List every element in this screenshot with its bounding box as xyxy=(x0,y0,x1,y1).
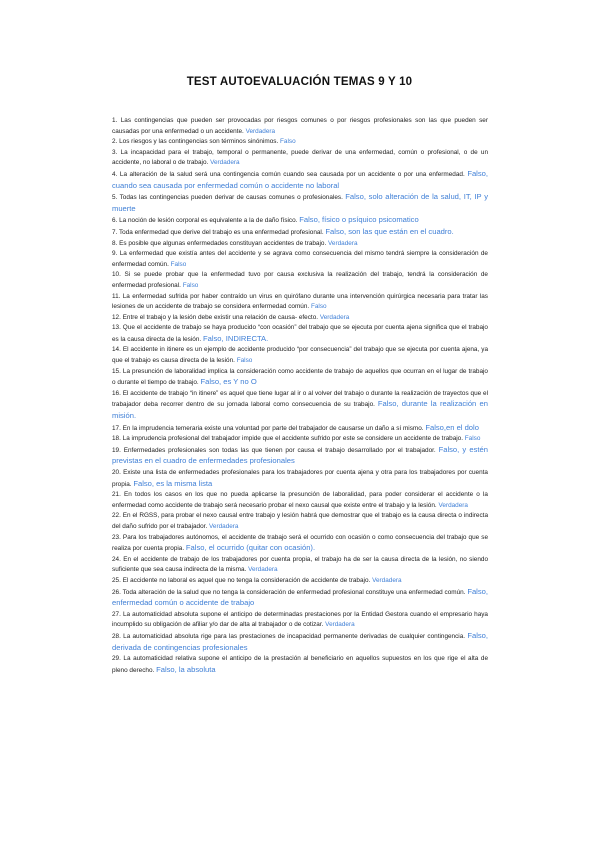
question-item xyxy=(112,192,488,215)
answer-text: Falso, derivada de contingencias profesionales xyxy=(112,630,489,652)
answer-text: Verdadera xyxy=(245,127,276,135)
answer-text: Falso, solo alteración de la salud, IT, IP y muerte xyxy=(112,192,489,213)
question-text: 10. Si se puede probar que la enfermedad tuvo por causa exclusiva la realización del trabajo, tendrá la consideración de enfermedad profesional. xyxy=(112,271,488,289)
question-item xyxy=(112,239,488,250)
question-text: 6. La noción de lesión corporal es equivalente a la de daño físico. xyxy=(112,217,298,225)
question-text: 25. El accidente no laboral es aquel que no tenga la consideración de accidente de trabajo. xyxy=(112,576,371,584)
question-item xyxy=(112,270,488,291)
question-text: 13. Que el accidente de trabajo se haya producido “con ocasión” del trabajo que se ejecuta por cuenta ajena significa que el trabajo es la causa directa de la lesión. xyxy=(112,324,488,343)
question-item xyxy=(112,345,488,366)
answer-text: Falso xyxy=(170,260,187,268)
answer-text: Falso, el ocurrido (quitar con ocasión). xyxy=(185,543,316,553)
question-item xyxy=(112,215,488,227)
question-item xyxy=(112,434,488,445)
question-text: 12. Entre el trabajo y la lesión debe existir una relación de causa- efecto. xyxy=(112,313,319,321)
answer-text: Falso, INDIRECTA. xyxy=(202,333,269,343)
answer-text: Falso xyxy=(236,357,253,365)
question-text: 24. En el accidente de trabajo de los trabajadores por cuenta propia, el trabajo ha de ser la causa directa de la lesión, no siendo suficiente que sea causa indirecta de la misma. xyxy=(112,555,488,574)
question-text: 28. La automaticidad absoluta rige para las prestaciones de incapacidad permanente derivadas de cualquier contingencia. xyxy=(112,632,466,640)
answer-text: Falso, es Y no O xyxy=(200,377,257,387)
question-item xyxy=(112,610,488,631)
question-item xyxy=(112,587,488,610)
question-text: 9. La enfermedad que existía antes del accidente y se agrava como consecuencia del mismo tendrá siempre la consideración de enfermedad común. xyxy=(112,250,488,268)
question-item xyxy=(112,323,488,345)
answer-text: Verdadera xyxy=(248,566,278,574)
answer-text: Falso, enfermedad común o accidente de trabajo xyxy=(112,586,488,608)
question-item xyxy=(112,445,488,468)
answer-text: Verdadera xyxy=(319,313,350,321)
question-item xyxy=(112,313,488,324)
question-item xyxy=(112,555,488,576)
question-item xyxy=(112,137,488,148)
question-item xyxy=(112,169,488,192)
question-item xyxy=(112,227,488,239)
question-text: 11. La enfermedad sufrida por haber contraído un virus en quirófano durante una intervención quirúrgica necesaria para tratar las lesiones de un accidente de trabajo se considera enfermedad común. xyxy=(112,292,488,311)
question-item xyxy=(112,490,488,511)
question-item xyxy=(112,148,488,169)
page-title: TEST AUTOEVALUACIÓN TEMAS 9 Y 10 xyxy=(186,76,413,88)
question-item xyxy=(112,249,488,270)
question-text: 27. La automaticidad absoluta supone el anticipo de determinadas prestaciones por la Entidad Gestora cuando el empresario haya incumplido su obligación de afiliar y/o dar de alta al trabajador o de cotizar. xyxy=(112,610,488,629)
answer-text: Verdadera xyxy=(438,501,468,509)
question-text: 29. La automaticidad relativa supone el anticipo de la prestación al beneficiario en aquellos supuestos en los que rige el alta de pleno derecho. xyxy=(112,655,488,674)
answer-text: Falso, son las que están en el cuadro. xyxy=(325,226,454,236)
question-text: 2. Los riesgos y las contingencias son términos sinónimos. xyxy=(112,138,279,146)
question-item xyxy=(112,389,488,423)
answer-text: Falso xyxy=(280,138,296,146)
question-text: 20. Existe una lista de enfermedades profesionales para los trabajadores por cuenta ajena y otra para los trabajadores por cuenta propia. xyxy=(112,469,488,488)
answer-text: Falso, es la misma lista xyxy=(133,478,213,488)
question-item xyxy=(112,292,488,313)
question-text: 19. Enfermedades profesionales son todas las que tienen por causa el trabajo desarrollado por el trabajador. xyxy=(112,446,436,454)
question-list xyxy=(112,116,488,676)
question-text: 21. En todos los casos en los que no pueda aplicarse la presunción de laboralidad, para poder considerar el accidente o la enfermedad como accidente de trabajo será necesario probar el nexo causal que existe entre el trabajo y la lesión. xyxy=(112,491,488,509)
question-text: 15. La presunción de laboralidad implica la consideración como accidente de trabajo de aquellos que ocurran en el lugar de trabajo o durante el tiempo de trabajo. xyxy=(112,367,488,387)
question-item xyxy=(112,631,488,654)
question-item xyxy=(112,367,488,389)
question-text: 8. Es posible que algunas enfermedades constituyan accidentes de trabajo. xyxy=(112,239,327,247)
question-text: 18. La imprudencia profesional del trabajador impide que el accidente sufrido por este se considere un accidente de trabajo. xyxy=(112,435,463,443)
answer-text: Falso, físico o psíquico psicomatico xyxy=(299,215,419,225)
answer-text: Falso, y estén previstas en el cuadro de enfermedades profesionales xyxy=(112,444,488,466)
answer-text: Verdadera xyxy=(372,576,402,584)
answer-text: Verdadera xyxy=(328,239,358,247)
question-item xyxy=(112,654,488,676)
question-item xyxy=(112,468,488,490)
question-text: 3. La incapacidad para el trabajo, temporal o permanente, puede derivar de una enfermedad, común o profesional, o de un accidente, no laboral o de trabajo. xyxy=(112,148,488,167)
answer-text: Verdadera xyxy=(325,621,355,629)
question-item xyxy=(112,533,488,555)
answer-text: Falso xyxy=(310,303,327,311)
question-item xyxy=(112,511,488,532)
answer-text: Falso, durante la realización en misión. xyxy=(112,399,488,421)
question-text: 14. El accidente in itinere es un ejemplo de accidente producido “por consecuencia” del trabajo que se ejecuta por cuenta ajena, ya que el trabajo es causa directa de la lesión. xyxy=(112,346,488,365)
question-item xyxy=(112,423,488,435)
answer-text: Falso, cuando sea causada por enfermedad común o accidente no laboral xyxy=(112,168,488,190)
question-text: 7. Toda enfermedad que derive del trabajo es una enfermedad profesional. xyxy=(112,228,324,236)
answer-text: Verdadera xyxy=(210,159,240,167)
answer-text: Falso,en el dolo xyxy=(425,422,479,432)
question-item xyxy=(112,116,488,137)
question-text: 26. Toda alteración de la salud que no tenga la consideración de enfermedad profesional constituye una enfermedad común. xyxy=(112,588,466,596)
question-text: 1. Las contingencias que pueden ser provocadas por riesgos comunes o por riesgos profesionales son las que pueden ser causadas por una enfermedad o un accidente. xyxy=(112,117,488,135)
question-text: 5. Todas las contingencias pueden derivar de causas comunes o profesionales. xyxy=(112,194,343,202)
answer-text: Falso xyxy=(182,281,199,289)
answer-text: Falso, la absoluta xyxy=(156,664,216,674)
question-text: 16. El accidente de trabajo “in itinere” es aquel que tiene lugar al ir o al volver del trabajo o durante la realización de trayectos que el trabajador deba recorrer dentro de su jornada laboral como consecuencia de su trabajo. xyxy=(112,389,488,409)
question-text: 17. En la imprudencia temeraria existe una voluntad por parte del trabajador de causarse un daño a sí mismo. xyxy=(112,424,424,432)
answer-text: Falso xyxy=(464,435,481,443)
question-text: 22. En el RGSS, para probar el nexo causal entre trabajo y lesión habrá que demostrar que el trabajo es la causa directa o indirecta del daño sufrido por el trabajador. xyxy=(112,512,488,530)
question-text: 23. Para los trabajadores autónomos, el accidente de trabajo será el ocurrido con ocasión o como consecuencia del trabajo que se realiza por cuenta propia. xyxy=(112,533,488,553)
question-item xyxy=(112,576,488,587)
question-text: 4. La alteración de la salud será una contingencia común cuando sea causada por un accidente o por una enfermedad. xyxy=(112,170,465,178)
answer-text: Verdadera xyxy=(209,522,239,530)
